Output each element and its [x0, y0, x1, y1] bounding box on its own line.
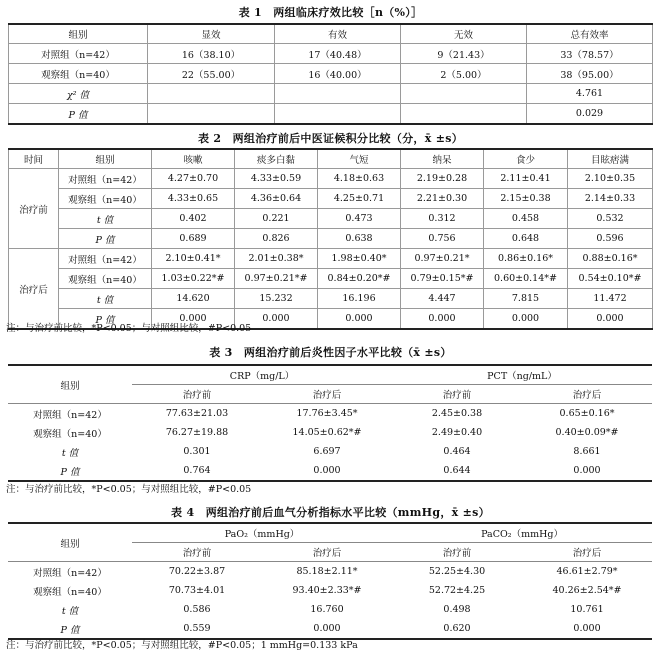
table4-group-header: 组别	[8, 523, 132, 562]
table1-cell	[401, 84, 527, 104]
table4-cell: 52.25±4.30	[428, 566, 486, 577]
table3-cell: 0.301	[183, 446, 211, 457]
table1-header: 显效	[148, 24, 275, 44]
table1-cell	[275, 104, 401, 125]
table3-cell: 17.76±3.45*	[296, 408, 358, 419]
table3-subheader: 治疗后	[262, 385, 392, 404]
table1-header: 无效	[401, 24, 527, 44]
table2-cell: 0.458	[484, 209, 568, 229]
table3-cell: 对照组（n=42）	[33, 409, 107, 421]
table4-caption: 表 4 两组治疗前后血气分析指标水平比较（mmHg，x̄ ±s）	[171, 506, 490, 519]
table4-subheader: 治疗前	[392, 543, 522, 562]
table2-cell: 0.000	[235, 309, 318, 330]
table4-cell: 对照组（n=42）	[33, 567, 107, 579]
table3-cell: 14.05±0.62*#	[292, 427, 362, 438]
table2-cell: 4.33±0.59	[235, 169, 318, 189]
table1-caption: 表 1 两组临床疗效比较［n（%）］	[238, 6, 423, 19]
table2-time: 治疗前	[9, 169, 59, 249]
table3-cell: 0.000	[313, 465, 341, 476]
table2-cell: 0.402	[152, 209, 235, 229]
table2-header: 组别	[59, 149, 152, 169]
table2-header: 目眩痞满	[568, 149, 653, 169]
table4-cell: 52.72±4.25	[428, 585, 486, 596]
table3-subheader: 治疗后	[522, 385, 652, 404]
table2-time: 治疗后	[9, 249, 59, 330]
table2-cell: 2.01±0.38*	[235, 249, 318, 269]
table4-cell: 70.73±4.01	[168, 585, 226, 596]
table4-cell: t 值	[61, 605, 79, 617]
table1-cell: 2（5.00）	[401, 64, 527, 84]
table2-cell: 16.196	[318, 289, 401, 309]
table2-cell: 4.27±0.70	[152, 169, 235, 189]
table2-cell: 0.826	[235, 229, 318, 249]
table2-header: 时间	[9, 149, 59, 169]
table2-cell: 2.14±0.33	[568, 189, 653, 209]
table2-cell: 4.33±0.65	[152, 189, 235, 209]
table2-note: 注：与治疗前比较，*P<0.05；与对照组比较，#P<0.05	[6, 323, 252, 334]
table4-cell: 40.26±2.54*#	[552, 585, 622, 596]
table2-cell: 0.000	[152, 309, 235, 330]
table2-cell: 15.232	[235, 289, 318, 309]
table2-cell: 4.18±0.63	[318, 169, 401, 189]
table2-header: 气短	[318, 149, 401, 169]
table2-cell: 7.815	[484, 289, 568, 309]
table2-caption: 表 2 两组治疗前后中医证候积分比较（分，x̄ ±s）	[197, 132, 464, 145]
table3-cell: 6.697	[313, 446, 341, 457]
table4-cell: 0.000	[573, 623, 601, 634]
table3-col-group: CRP（mg/L）	[132, 365, 392, 385]
table3-cell: 76.27±19.88	[165, 427, 229, 438]
table2-header: 痰多白黏	[235, 149, 318, 169]
table2-cell: 0.84±0.20*#	[318, 269, 401, 289]
table1-header: 总有效率	[527, 24, 653, 44]
table1-cell: 38（95.00）	[527, 64, 653, 84]
table2-cell: 1.98±0.40*	[318, 249, 401, 269]
table2-cell: 0.532	[568, 209, 653, 229]
table1-cell: P 值	[9, 104, 148, 125]
table2-cell: 0.97±0.21*#	[235, 269, 318, 289]
table3-cell: 观察组（n=40）	[33, 428, 107, 440]
table2-cell: 0.000	[568, 309, 653, 330]
table2-cell: 14.620	[152, 289, 235, 309]
table2-cell: 0.000	[484, 309, 568, 330]
table2-cell: 0.000	[318, 309, 401, 330]
table4-cell: 0.559	[183, 623, 211, 634]
table2-cell: 0.60±0.14*#	[484, 269, 568, 289]
table3-cell: P 值	[60, 466, 80, 478]
table2-cell: 0.97±0.21*	[401, 249, 484, 269]
table2-cell: 2.21±0.30	[401, 189, 484, 209]
table2-cell: t 值	[59, 289, 152, 309]
table2-cell: 2.10±0.35	[568, 169, 653, 189]
table4-note: 注：与治疗前比较，*P<0.05；与对照组比较，#P<0.05；1 mmHg=0.133 kPa	[6, 640, 358, 651]
table1	[8, 23, 653, 125]
table2-cell: 0.756	[401, 229, 484, 249]
table2-cell: 0.86±0.16*	[484, 249, 568, 269]
table2-cell: 0.689	[152, 229, 235, 249]
table1-cell	[148, 104, 275, 125]
table2	[8, 148, 653, 330]
table2-cell: 0.312	[401, 209, 484, 229]
table2-cell: 0.221	[235, 209, 318, 229]
table3-cell: 2.49±0.40	[431, 427, 483, 438]
table4-cell: 85.18±2.11*	[296, 566, 358, 577]
table2-cell: 4.25±0.71	[318, 189, 401, 209]
table2-cell: 1.03±0.22*#	[152, 269, 235, 289]
table3-cell: 77.63±21.03	[165, 408, 229, 419]
table3	[8, 364, 652, 482]
table3-caption: 表 3 两组治疗前后炎性因子水平比较（x̄ ±s）	[209, 346, 452, 359]
table3-note: 注：与治疗前比较，*P<0.05；与对照组比较，#P<0.05	[6, 484, 252, 495]
table4-subheader: 治疗后	[262, 543, 392, 562]
table2-cell: 2.19±0.28	[401, 169, 484, 189]
table2-cell: 4.36±0.64	[235, 189, 318, 209]
table3-cell: 0.40±0.09*#	[555, 427, 619, 438]
table1-cell: 16（38.10）	[148, 44, 275, 64]
table2-cell: t 值	[59, 209, 152, 229]
table2-header: 咳嗽	[152, 149, 235, 169]
table2-cell: 2.15±0.38	[484, 189, 568, 209]
table3-subheader: 治疗前	[392, 385, 522, 404]
table3-cell: t 值	[61, 447, 79, 459]
table3-cell: 0.644	[443, 465, 471, 476]
table1-cell: 4.761	[527, 84, 653, 104]
table1-cell: 33（78.57）	[527, 44, 653, 64]
table4-cell: 0.498	[443, 604, 471, 615]
table1-cell	[401, 104, 527, 125]
table3-col-group: PCT（ng/mL）	[392, 365, 652, 385]
table1-cell: 17（40.48）	[275, 44, 401, 64]
table2-cell: 2.11±0.41	[484, 169, 568, 189]
table4-cell: 46.61±2.79*	[556, 566, 618, 577]
table1-cell	[148, 84, 275, 104]
table2-cell: P 值	[59, 309, 152, 330]
table2-cell: 4.447	[401, 289, 484, 309]
table4-cell: 0.000	[313, 623, 341, 634]
table2-cell: 0.79±0.15*#	[401, 269, 484, 289]
table2-cell: 0.648	[484, 229, 568, 249]
table2-header: 纳呆	[401, 149, 484, 169]
table1-cell: χ² 值	[9, 84, 148, 104]
table3-cell: 0.65±0.16*	[559, 408, 615, 419]
table4-subheader: 治疗后	[522, 543, 652, 562]
table4-cell: 16.760	[310, 604, 344, 615]
table4-cell: 0.620	[443, 623, 471, 634]
table2-cell: 观察组（n=40）	[59, 189, 152, 209]
table4-cell: 93.40±2.33*#	[292, 585, 362, 596]
table2-cell: 0.638	[318, 229, 401, 249]
table1-cell: 16（40.00）	[275, 64, 401, 84]
table2-cell: 0.88±0.16*	[568, 249, 653, 269]
table4-cell: 观察组（n=40）	[33, 586, 107, 598]
table3-cell: 0.464	[443, 446, 471, 457]
table3-cell: 2.45±0.38	[431, 408, 483, 419]
table2-cell: 0.596	[568, 229, 653, 249]
table2-header: 食少	[484, 149, 568, 169]
table2-cell: 11.472	[568, 289, 653, 309]
table4-col-group: PaO₂（mmHg）	[132, 523, 392, 543]
table3-group-header: 组别	[8, 365, 132, 404]
table1-cell: 9（21.43）	[401, 44, 527, 64]
table2-cell: 0.000	[401, 309, 484, 330]
table2-cell: 2.10±0.41*	[152, 249, 235, 269]
table1-header: 组别	[9, 24, 148, 44]
table3-cell: 0.764	[183, 465, 211, 476]
table4-cell: 0.586	[183, 604, 211, 615]
table2-cell: P 值	[59, 229, 152, 249]
table3-cell: 0.000	[573, 465, 601, 476]
table1-cell	[275, 84, 401, 104]
table4-cell: 70.22±3.87	[168, 566, 226, 577]
table2-cell: 观察组（n=40）	[59, 269, 152, 289]
table4	[8, 522, 652, 640]
table2-cell: 对照组（n=42）	[59, 249, 152, 269]
table4-col-group: PaCO₂（mmHg）	[392, 523, 652, 543]
table3-subheader: 治疗前	[132, 385, 262, 404]
table4-cell: 10.761	[570, 604, 604, 615]
table1-cell: 观察组（n=40）	[9, 64, 148, 84]
table4-subheader: 治疗前	[132, 543, 262, 562]
table1-cell: 0.029	[527, 104, 653, 125]
table4-cell: P 值	[60, 624, 80, 636]
table3-cell: 8.661	[573, 446, 601, 457]
table2-cell: 对照组（n=42）	[59, 169, 152, 189]
table1-cell: 22（55.00）	[148, 64, 275, 84]
table2-cell: 0.54±0.10*#	[568, 269, 653, 289]
table1-header: 有效	[275, 24, 401, 44]
table2-cell: 0.473	[318, 209, 401, 229]
table1-cell: 对照组（n=42）	[9, 44, 148, 64]
